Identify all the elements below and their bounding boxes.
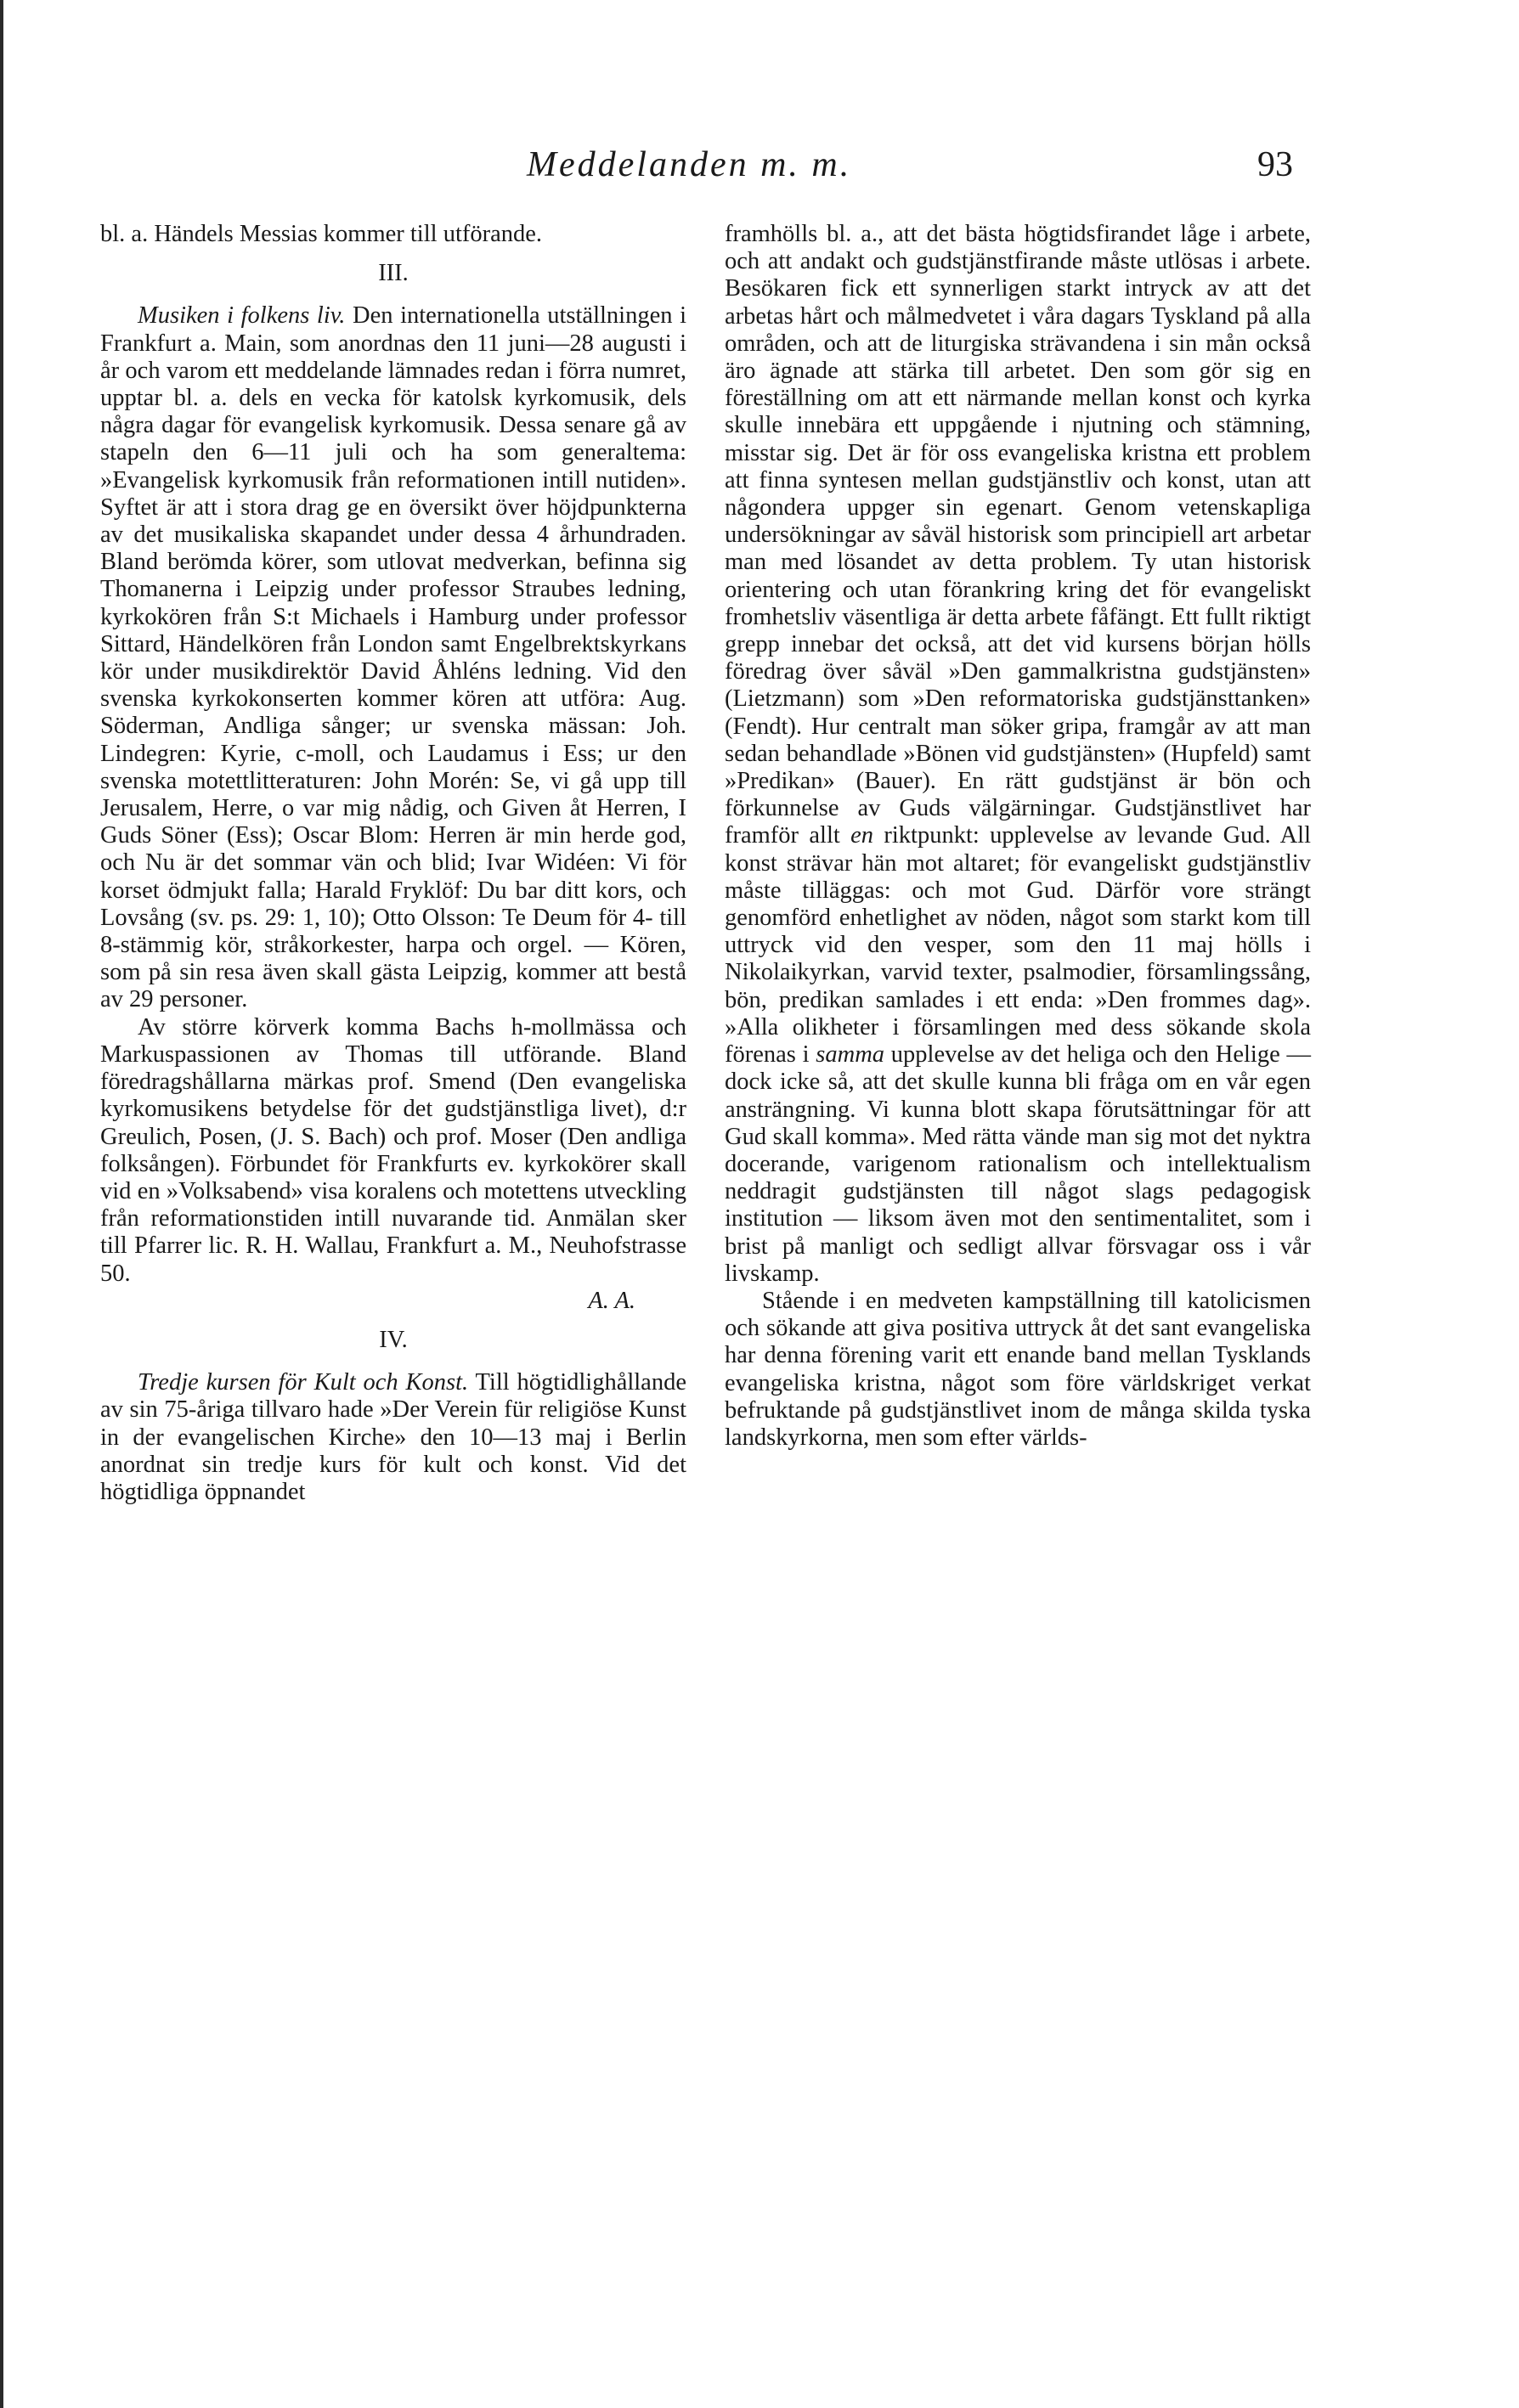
- paragraph-text: upplevelse av det heliga och den Helige — dock icke så, att det skulle kunna bli fråga om en vår egen ansträngning. Vi kunna blott skapa förutsättningar för att Gud skall komma». Med rätta vände man sig mot det nyktra docerande, varigenom rationalism och intellektualism neddragit gudstjänsten till något slags pedagogisk institution — liksom även mot den sentimentalitet, som i brist på manligt och sedligt allvar försvagar oss i vår livskamp.: [725, 1041, 1311, 1287]
- paragraph-staende: Stående i en medveten kampställning till katolicismen och sökande att giva positiva uttryck åt det sant evangeliska har denna förening varit ett enande band mellan Tysklands evangeliska kristna, något som före världskriget verkat befruktande på gudstjänstlivet inom de många skilda tyska landskyrkorna, men som efter världs-: [725, 1287, 1311, 1451]
- section-heading-3: III.: [378, 260, 409, 287]
- running-title: Meddelanden m. m.: [527, 145, 852, 184]
- paragraph-text: framhölls bl. a., att det bästa högtidsfirandet låge i arbete, och att andakt och gudstjänstfirande måste utlösas i arbete. Besökaren fick ett synnerligen starkt intryck av att det arbetas hårt och målmedvetet i våra dagars Tyskland på alla områden, och att de liturgiska strävandena i sin mån också äro ägnade att stärka till arbetet. Den som gör sig en föreställning om att ett närmande mellan konst och kyrka skulle innebära ett uppgående i njutning och stämning, misstar sig. Det är för oss evangeliska kristna ett problem att finna syntesen mellan gudstjänstliv och konst, utan att någondera uppger sin egenart. Genom vetenskapliga undersökningar av såväl historisk som principiell art arbetar man med lösandet av detta problem. Ty utan historisk orientering och utan förankring kring det för evangeliskt fromhetsliv väsentliga är detta arbete fåfängt. Ett fullt riktigt grepp innebar det också, att det vid kursens början hölls föredrag över såväl »Den gammalkristna gudstjänsten» (Lietzmann) som »Den reformatoriska gudstjänsttanken» (Fendt). Hur centralt man söker gripa, framgår av att man sedan behandlade »Bönen vid gudstjänsten» (Hupfeld) samt »Predikan» (Bauer). En rätt gudstjänst är bön och förkunnelse av Guds välgärningar. Gudstjänstlivet har framför allt: [725, 221, 1311, 849]
- left-column: [100, 221, 686, 1506]
- right-column: [725, 221, 1311, 1452]
- scan-left-edge: [0, 0, 3, 2408]
- paragraph-musiken: [100, 302, 686, 1013]
- section-heading-4: IV.: [379, 1326, 408, 1353]
- paragraph-body: Till högtidlighållande av sin 75-åriga tillvaro hade »Der Verein für religiöse Kunst in der evangelischen Kirche» den 10—13 maj i Berlin anordnat sin tredje kurs för kult och konst. Vid det högtidliga öppnandet: [100, 1369, 686, 1505]
- paragraph-tredje-kursen: [100, 1369, 686, 1506]
- emphasis-text: en: [850, 822, 874, 849]
- author-signature: A. A.: [588, 1287, 635, 1314]
- paragraph-continuation: bl. a. Händels Messias kommer till utförande.: [100, 221, 543, 247]
- paragraph-korverk: Av större körverk komma Bachs h-mollmässa och Markuspassionen av Thomas till utförande. Bland föredragshållarna märkas prof. Smend (Den evangeliska kyrkomusikens betydelse för det gudstjänstliga livet), d:r Greulich, Posen, (J. S. Bach) och prof. Moser (Den andliga folksången). Förbundet för Frankfurts ev. kyrkokörer skall vid en »Volksabend» visa koralens och motettens utveckling från reformationstiden intill nuvarande tid. Anmälan sker till Pfarrer lic. R. H. Wallau, Frankfurt a. M., Neuhofstrasse 50.: [100, 1013, 686, 1287]
- paragraph-framholls: [725, 221, 1311, 1288]
- paragraph-lead: Musiken i folkens liv.: [138, 302, 346, 330]
- paragraph-lead: Tredje kursen för Kult och Konst.: [138, 1369, 469, 1396]
- paragraph-body: Den internationella utställningen i Frankfurt a. Main, som anordnas den 11 juni—28 augusti i år och varom ett meddelande lämnades redan i förra numret, upptar bl. a. dels en vecka för katolsk kyrkomusik, dels några dagar för evangelisk kyrkomusik. Dessa senare gå av stapeln den 6—11 juli och ha som generaltema: »Evangelisk kyrkomusik från reformationen intill nutiden». Syftet är att i stora drag ge en översikt över höjdpunkterna av det musikaliska skapandet under dessa 4 århundraden. Bland berömda körer, som utlovat medverkan, befinna sig Thomanerna i Leipzig under professor Straubes ledning, kyrkokören från S:t Michaels i Hamburg under professor Sittard, Händelkören från London samt Engelbrektskyrkans kör under musikdirektör David Åhléns ledning. Vid den svenska kyrkokonserten kommer kören att utföra: Aug. Söderman, Andliga sånger; ur svenska mässan: Joh. Lindegren: Kyrie, c-moll, och Laudamus i Ess; ur den svenska motettlitteraturen: John Morén: Se, vi gå upp till Jerusalem, Herre, o var mig nådig, och Given åt Herren, I Guds Söner (Ess); Oscar Blom: Herren är min herde god, och Nu är det sommar vän och blid; Ivar Widéen: Vi för korset ödmjukt falla; Harald Fryklöf: Du bar ditt kors, och Lovsång (sv. ps. 29: 1, 10); Otto Olsson: Te Deum för 4- till 8-stämmig kör, stråkorkester, harpa och orgel. — Kören, som på sin resa även skall gästa Leipzig, kommer att bestå av 29 personer.: [100, 302, 686, 1013]
- emphasis-text: samma: [816, 1041, 885, 1069]
- page-number: 93: [1257, 145, 1293, 184]
- paragraph-text: riktpunkt: upplevelse av levande Gud. All konst strävar hän mot altaret; för evangeliskt gudstjänstliv måste tilläggas: och mot Gud. Därför vore strängt genomförd enhetlighet av nöden, något som starkt kom till uttryck vid den vesper, som den 11 maj hölls i Nikolaikyrkan, varvid texter, psalmodier, församlingssång, bön, predikan samlades i ett enda: »Den frommes dag». »Alla olikheter i församlingen med dess sökande skola förenas i: [725, 822, 1312, 1069]
